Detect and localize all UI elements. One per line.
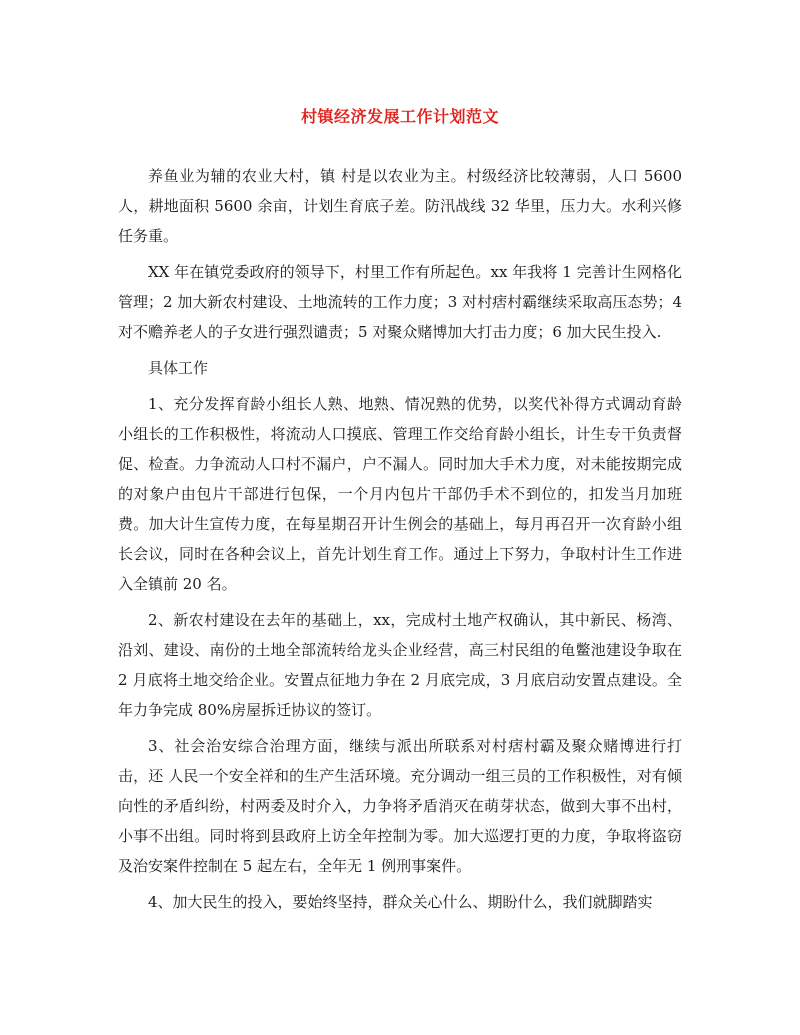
paragraph-plan-overview: XX 年在镇党委政府的领导下，村里工作有所起色。xx 年我将 1 完善计生网格化管理；2 加大新农村建设、土地流转的工作力度；3 对村痞村霸继续采取高压态势；4 对不赡养老人的子女进行强烈谴责；5 对聚众赌博加大打击力度；6 加大民生投入. <box>118 263 682 341</box>
document-title: 村镇经济发展工作计划范文 <box>300 107 499 126</box>
document-body <box>118 161 682 917</box>
paragraph-item-3: 3、社会治安综合治理方面，继续与派出所联系对村痞村霸及聚众赌博进行打击，还 人民一个安全祥和的生产生活环境。充分调动一组三员的工作积极性，对有倾向性的矛盾纠纷，村两委及时介入，力争将矛盾消灭在萌芽状态，做到大事不出村，小事不出组。同时将到县政府上访全年控制为零。加大巡逻打更的力度，争取将盗窃及治安案件控制在 5 起左右，全年无 1 例刑事案件。 <box>118 737 682 875</box>
paragraph-item-4: 4、加大民生的投入，要始终坚持，群众关心什么、期盼什么，我们就脚踏实 <box>148 893 653 911</box>
paragraph-intro: 养鱼业为辅的农业大村，镇 村是以农业为主。村级经济比较薄弱，人口 5600 人，耕地面积 5600 余亩，计划生育底子差。防汛战线 32 华里，压力大。水利兴修任务重。 <box>118 167 682 245</box>
section-heading-specific-work: 具体工作 <box>148 359 209 377</box>
paragraph-item-2: 2、新农村建设在去年的基础上，xx，完成村土地产权确认，其中新民、杨湾、沿刘、建设、南份的土地全部流转给龙头企业经营，高三村民组的龟鳖池建设争取在 2 月底将土地交给企业。安置点征地力争在 2 月底完成，3 月底启动安置点建设。全年力争完成 80%房屋拆迁协议的签订。 <box>118 611 682 719</box>
paragraph-item-1: 1、充分发挥育龄小组长人熟、地熟、情况熟的优势，以奖代补得方式调动育龄小组长的工作积极性，将流动人口摸底、管理工作交给育龄小组长，计生专干负责督促、检查。力争流动人口村不漏户，户不漏人。同时加大手术力度，对未能按期完成的对象户由包片干部进行包保，一个月内包片干部仍手术不到位的，扣发当月加班费。加大计生宣传力度，在每星期召开计生例会的基础上，每月再召开一次育龄小组长会议，同时在各种会议上，首先计划生育工作。通过上下努力，争取村计生工作进入全镇前 20 名。 <box>118 395 682 593</box>
